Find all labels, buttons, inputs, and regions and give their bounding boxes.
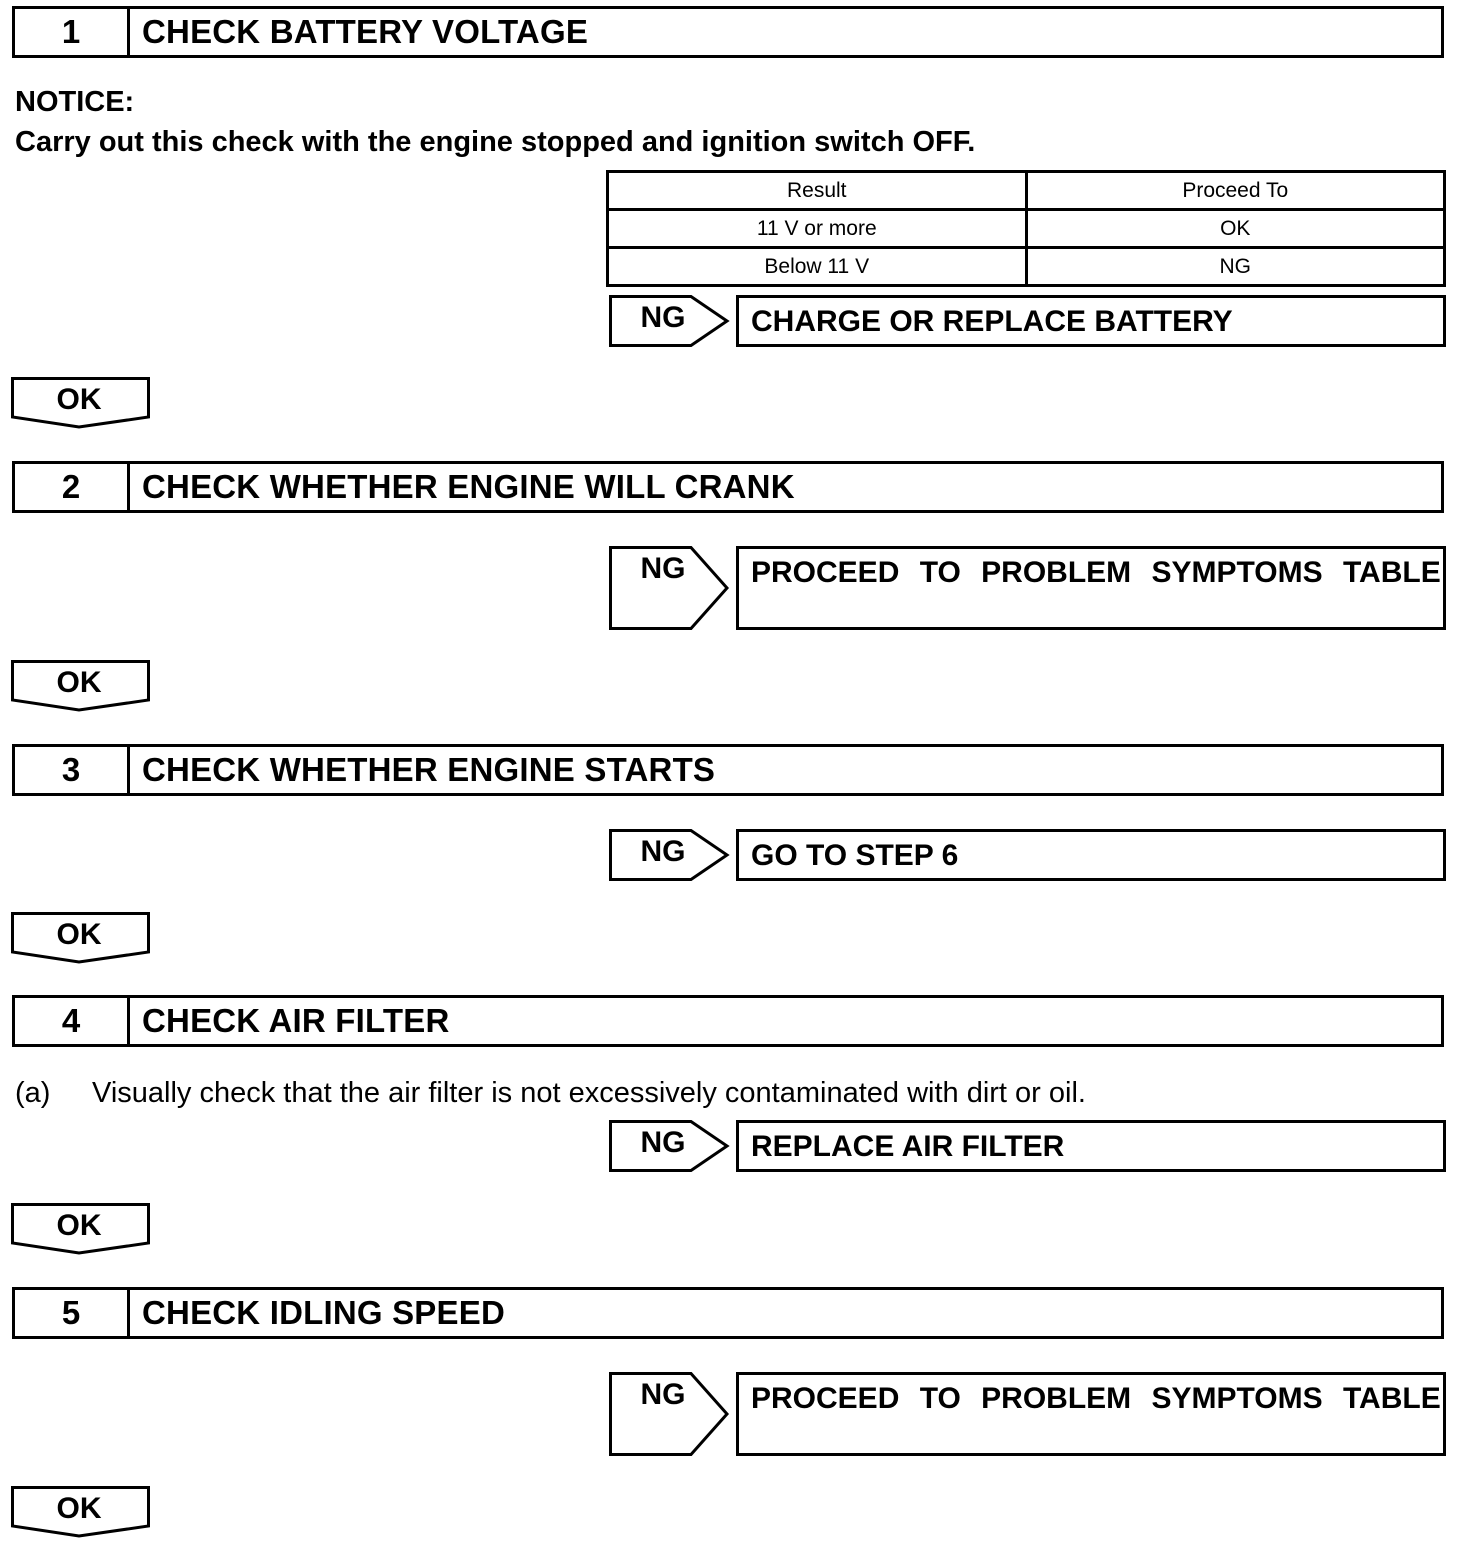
ng-arrow xyxy=(609,829,731,881)
ok-label: OK xyxy=(56,1492,102,1525)
ng-action-box: REPLACE AIR FILTER xyxy=(736,1120,1446,1172)
table-header: Proceed To xyxy=(1026,172,1445,210)
step-2-header xyxy=(12,461,1444,513)
table-cell: NG xyxy=(1026,248,1445,286)
table-cell: 11 V or more xyxy=(608,210,1027,248)
ok-arrow xyxy=(11,912,151,964)
step-number: 3 xyxy=(15,747,130,793)
ok-label: OK xyxy=(56,1209,102,1242)
step-3-header xyxy=(12,744,1444,796)
ng-arrow xyxy=(609,1120,731,1172)
step-title: CHECK WHETHER ENGINE WILL CRANK xyxy=(142,468,795,505)
ng-label: NG xyxy=(640,301,686,334)
ng-action-box: GO TO STEP 6 xyxy=(736,829,1446,881)
step-number: 2 xyxy=(15,464,130,510)
ng-action-box: PROCEED TO PROBLEM SYMPTOMS TABLE xyxy=(736,1372,1446,1456)
table-row xyxy=(608,248,1445,286)
ng-action-box: CHARGE OR REPLACE BATTERY xyxy=(736,295,1446,347)
step-number: 4 xyxy=(15,998,130,1044)
table-header: Result xyxy=(608,172,1027,210)
ng-arrow xyxy=(609,1372,731,1456)
ng-label: NG xyxy=(640,835,686,868)
ok-arrow xyxy=(11,660,151,712)
ok-arrow xyxy=(11,1203,151,1255)
step-4-header xyxy=(12,995,1444,1047)
step-title: CHECK WHETHER ENGINE STARTS xyxy=(142,751,716,788)
step-number: 1 xyxy=(15,9,130,55)
step-1-header xyxy=(12,6,1444,58)
table-cell: OK xyxy=(1026,210,1445,248)
instruction-text: Visually check that the air filter is not excessively contaminated with dirt or oil. xyxy=(92,1077,1086,1109)
step-title: CHECK IDLING SPEED xyxy=(142,1294,505,1331)
ng-label: NG xyxy=(640,1126,686,1159)
ok-arrow xyxy=(11,1486,151,1538)
ng-arrow xyxy=(609,546,731,630)
ng-action-box: PROCEED TO PROBLEM SYMPTOMS TABLE xyxy=(736,546,1446,630)
step-5-header xyxy=(12,1287,1444,1339)
ng-label: NG xyxy=(640,552,686,585)
result-table xyxy=(606,170,1446,287)
ok-label: OK xyxy=(56,666,102,699)
table-header-row xyxy=(608,172,1445,210)
notice-heading: NOTICE: xyxy=(15,86,135,118)
ok-arrow xyxy=(11,377,151,429)
instruction-marker: (a) xyxy=(15,1077,51,1109)
ng-label: NG xyxy=(640,1378,686,1411)
ok-label: OK xyxy=(56,383,102,416)
step-number: 5 xyxy=(15,1290,130,1336)
ok-label: OK xyxy=(56,918,102,951)
table-row xyxy=(608,210,1445,248)
table-cell: Below 11 V xyxy=(608,248,1027,286)
notice-text: Carry out this check with the engine stopped and ignition switch OFF. xyxy=(15,126,976,158)
ng-arrow xyxy=(609,295,731,347)
step-title: CHECK BATTERY VOLTAGE xyxy=(142,13,589,50)
step-title: CHECK AIR FILTER xyxy=(142,1002,450,1039)
